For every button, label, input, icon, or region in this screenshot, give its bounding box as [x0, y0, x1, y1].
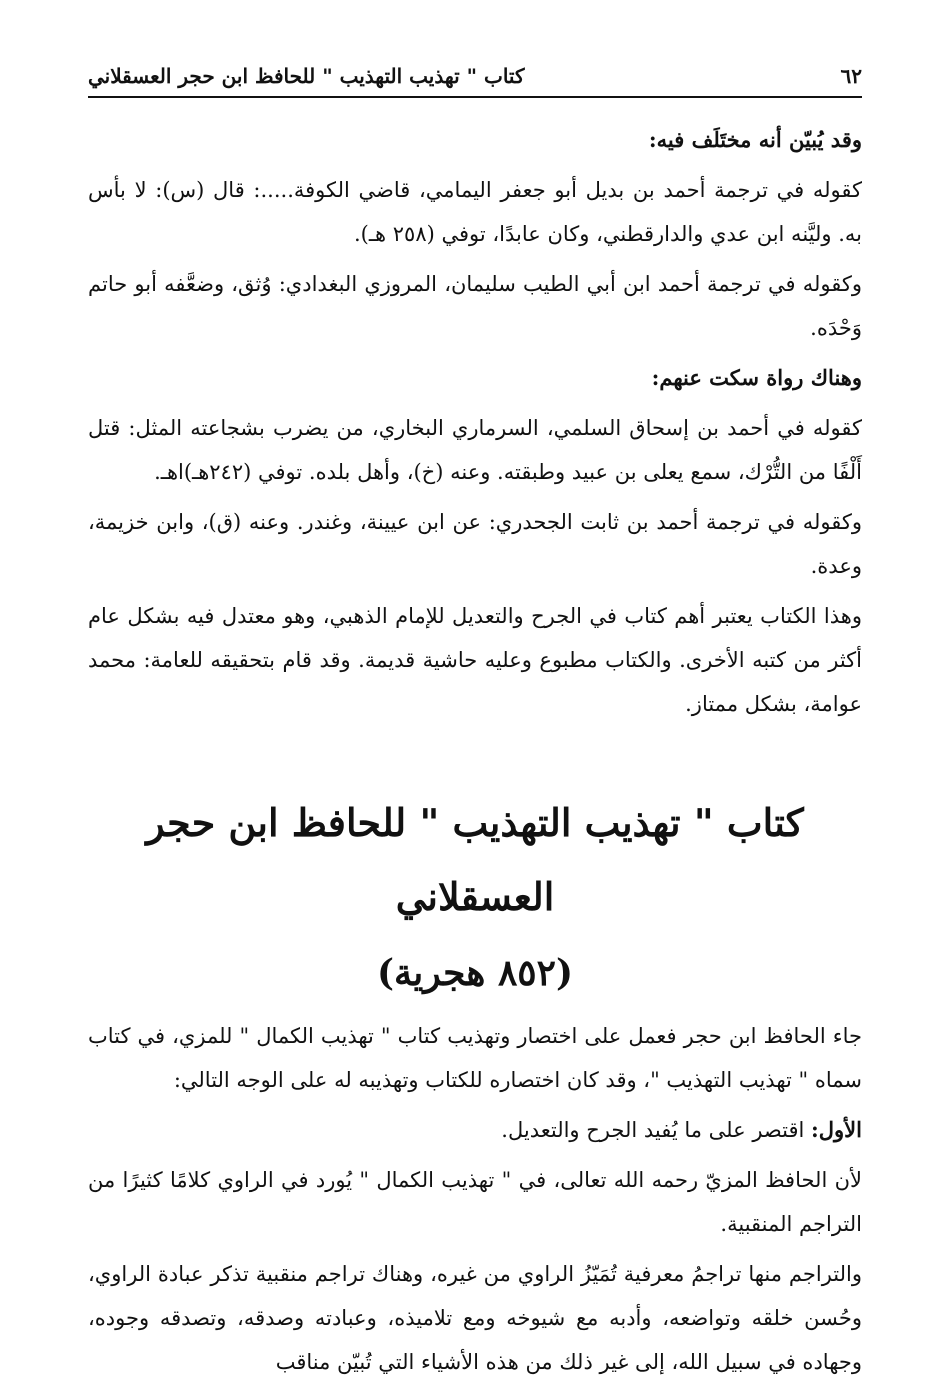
page-body — [88, 118, 862, 1390]
paragraph — [88, 1108, 862, 1152]
paragraph: كقوله في أحمد بن إسحاق السلمي، السرماري البخاري، من يضرب بشجاعته المثل: قتل أَلْفًا من التُّرْك، سمع يعلى بن عبيد وطبقته. وعنه (خ)، وأهل بلده. توفي (٢٤٢هـ)اهـ. — [88, 416, 862, 484]
section-heading: كتاب " تهذيب التهذيب " للحافظ ابن حجر العسقلاني — [146, 800, 804, 919]
paragraph: وهذا الكتاب يعتبر أهم كتاب في الجرح والتعديل للإمام الذهبي، وهو معتدل فيه بشكل عام أكثر من كتبه الأخرى. والكتاب مطبوع وعليه حاشية قديمة. وقد قام بتحقيقه للعامة: محمد عوامة، بشكل ممتاز. — [88, 604, 862, 716]
paragraph: وهناك رواة سكت عنهم: — [651, 365, 862, 390]
paragraph: وكقوله في ترجمة أحمد ابن أبي الطيب سليمان، المروزي البغدادي: وُثق، وضعَّفه أبو حاتم وَحْدَه. — [88, 272, 862, 340]
paragraph: والتراجم منها تراجمُ معرفية تُمَيّزُ الراوي من غيره، وهناك تراجم منقبية تذكر عبادة الراوي، وحُسن خلقه وتواضعه، وأدبه مع شيوخه ومع تلاميذه، وعبادته وصدقه، وتصدقه وجوده، وجهاده في سبيل الله، إلى غير ذلك من هذه الأشياء التي تُبيّن مناقب — [88, 1262, 862, 1374]
paragraph: وكقوله في ترجمة أحمد بن ثابت الجحدري: عن ابن عيينة، وغندر. وعنه (ق)، وابن خزيمة، وعدة. — [88, 510, 862, 578]
paragraph: جاء الحافظ ابن حجر فعمل على اختصار وتهذيب كتاب " تهذيب الكمال " للمزي، في كتاب سماه " تهذيب التهذيب "، وقد كان اختصاره للكتاب وتهذيبه له على الوجه التالي: — [88, 1024, 862, 1092]
page-number: ٦٢ — [840, 64, 862, 88]
paragraph: لأن الحافظ المزيّ رحمه الله تعالى، في " تهذيب الكمال " يُورد في الراوي كلامًا كثيرًا من التراجم المنقبية. — [88, 1168, 862, 1236]
paragraph-lead: الأول: — [811, 1117, 862, 1142]
page-header — [88, 56, 862, 98]
section-subheading: (٨٥٢ هجرية) — [376, 952, 574, 994]
running-title: كتاب " تهذيب التهذيب " للحافظ ابن حجر العسقلاني — [88, 64, 525, 88]
paragraph: كقوله في ترجمة أحمد بن بديل أبو جعفر اليمامي، قاضي الكوفة.....: قال (س): لا بأس به. وليَّنه ابن عدي والدارقطني، وكان عابدًا، توفي (٢٥٨ هـ). — [88, 178, 862, 246]
paragraph: وقد يُبيّن أنه مختَلَف فيه: — [648, 127, 862, 152]
paragraph-text: اقتصر على ما يُفيد الجرح والتعديل. — [501, 1118, 812, 1142]
